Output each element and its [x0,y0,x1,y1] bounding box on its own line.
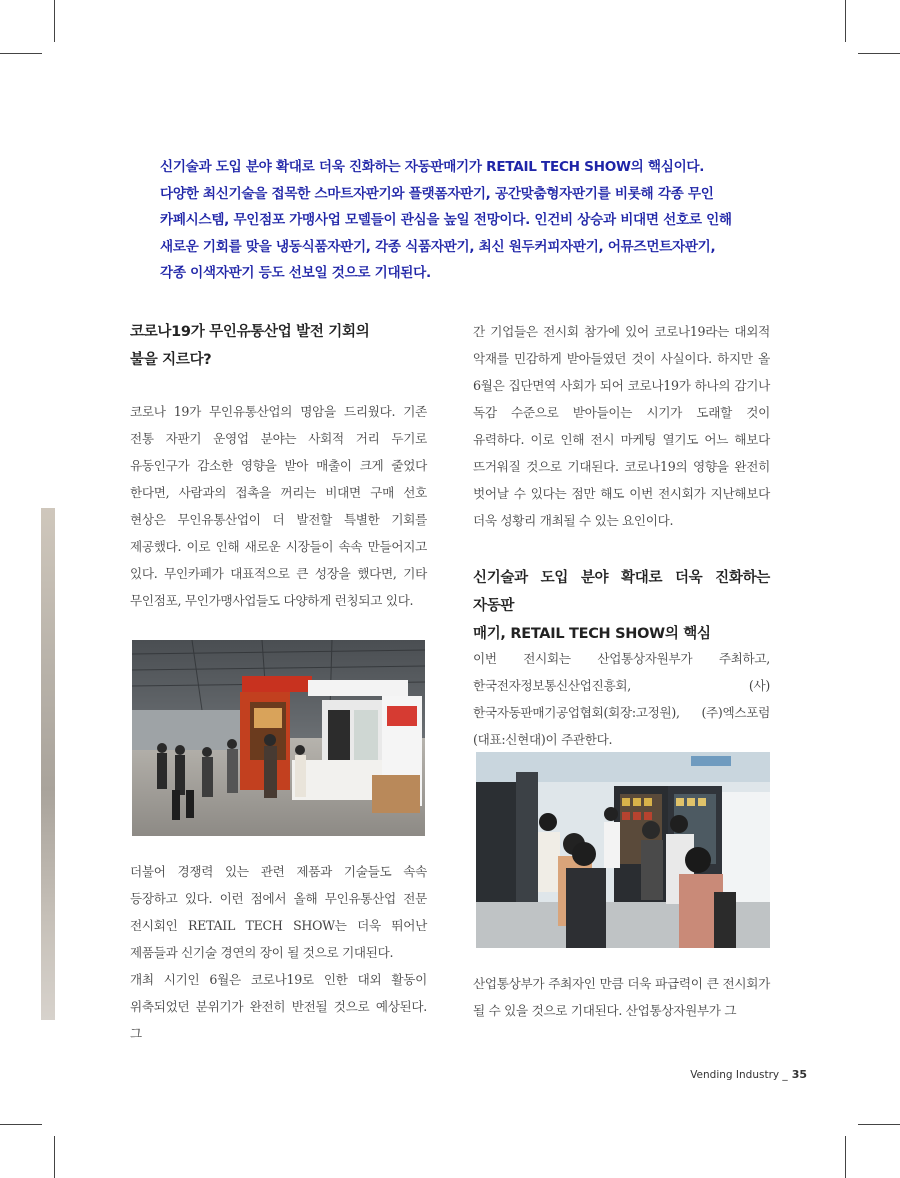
section-heading-2b: 매기, RETAIL TECH SHOW의 핵심 [473,626,711,642]
lead-line-1: 신기술과 도입 분야 확대로 더욱 진화하는 자동판매기가 RETAIL TECH SHOW의 핵심이다. [160,159,705,175]
crop-mark [858,53,900,54]
right-column-body-1 [473,318,770,534]
crop-mark [845,1136,846,1178]
section-heading-2a: 신기술과 도입 분야 확대로 더욱 진화하는 자동판 [473,570,770,614]
vending-machine-demo-photo-illustration [476,752,770,948]
vending-machine-demo-photo [476,752,770,948]
left-column [130,318,427,374]
crop-mark [54,1136,55,1178]
right-column-heading [473,564,770,648]
crop-mark [0,53,42,54]
left-paragraph-3: 개최 시기인 6월은 코로나19로 인한 대외 활동이 위축되었던 분위기가 완전히 반전될 것으로 예상된다. 그 [130,972,427,1041]
left-paragraph-2: 더불어 경쟁력 있는 관련 제품과 기술들도 속속 등장하고 있다. 이런 점에서 올해 무인유통산업 전문 전시회인 RETAIL TECH SHOW는 더욱 뛰어난 제품들과 신기술 경연의 장이 될 것으로 기대된다. [130,864,427,960]
crop-mark [54,0,55,42]
right-paragraph-2: 이번 전시회는 산업통상자원부가 주최하고, 한국전자정보통신산업진흥회, (사)한국자동판매기공업협회(회장:고정원), (주)엑스포럼(대표:신현대)이 주관한다. [473,651,770,747]
section-heading-1b: 불을 지르다? [130,352,212,368]
lead-summary [160,154,740,287]
exhibition-booth-photo-illustration [132,640,425,836]
lead-line-2: 다양한 최신기술을 접목한 스마트자판기와 플랫폼자판기, 공간맞춤형자판기를 비롯해 각종 무인 카페시스템, 무인점포 가맹사업 모델들이 관심을 높일 전망이다. 인건비 상승과 비대면 선호로 인해 새로운 기회를 맞을 냉동식품자판기, 각종 식품자판기, 최신 원두커피자판기, 어뮤즈먼트자판기, 각종 이색자판기 등도 선보일 것으로 기대된다. [160,185,732,281]
exhibition-booth-photo [132,640,425,836]
crop-mark [858,1124,900,1125]
bleed-photo-strip [41,508,55,1020]
right-paragraph-1: 간 기업들은 전시회 참가에 있어 코로나19라는 대외적 악재를 민감하게 받아들였던 것이 사실이다. 하지만 올 6월은 집단면역 사회가 되어 코로나19가 하나의 감기나 독감 수준으로 받아들이는 시기가 도래할 것이 유력하다. 이로 인해 전시 마케팅 열기도 어느 해보다 뜨거워질 것으로 기대된다. 코로나19의 영향을 완전히 벗어날 수 있다는 점만 해도 이번 전시회가 지난해보다 더욱 성황리 개최될 수 있는 요인이다. [473,324,770,528]
left-column-body-1 [130,398,427,614]
left-column-body-2 [130,858,427,1047]
right-column-body-2 [473,645,770,753]
crop-mark [845,0,846,42]
page-footer [690,1068,807,1081]
crop-mark [0,1124,42,1125]
left-paragraph-1: 코로나 19가 무인유통산업의 명암을 드리웠다. 기존 전통 자판기 운영업 분야는 사회적 거리 두기로 유동인구가 감소한 영향을 받아 매출이 크게 줄었다 한다면, 사람과의 접촉을 꺼리는 비대면 구매 선호 현상은 무인유통산업이 더 발전할 특별한 기회를 제공했다. 이로 인해 새로운 시장들이 속속 만들어지고 있다. 무인카페가 대표적으로 큰 성장을 했다면, 기타 무인점포, 무인가맹사업들도 다양하게 런칭되고 있다. [130,404,427,608]
right-paragraph-3: 산업통상부가 주최자인 만큼 더욱 파급력이 큰 전시회가 될 수 있을 것으로 기대된다. 산업통상자원부가 그 [473,976,770,1018]
publication-name: Vending Industry _ [690,1069,788,1081]
right-column-body-3 [473,970,770,1024]
section-heading-1a: 코로나19가 무인유통산업 발전 기회의 [130,324,370,340]
page-number: 35 [791,1068,807,1081]
